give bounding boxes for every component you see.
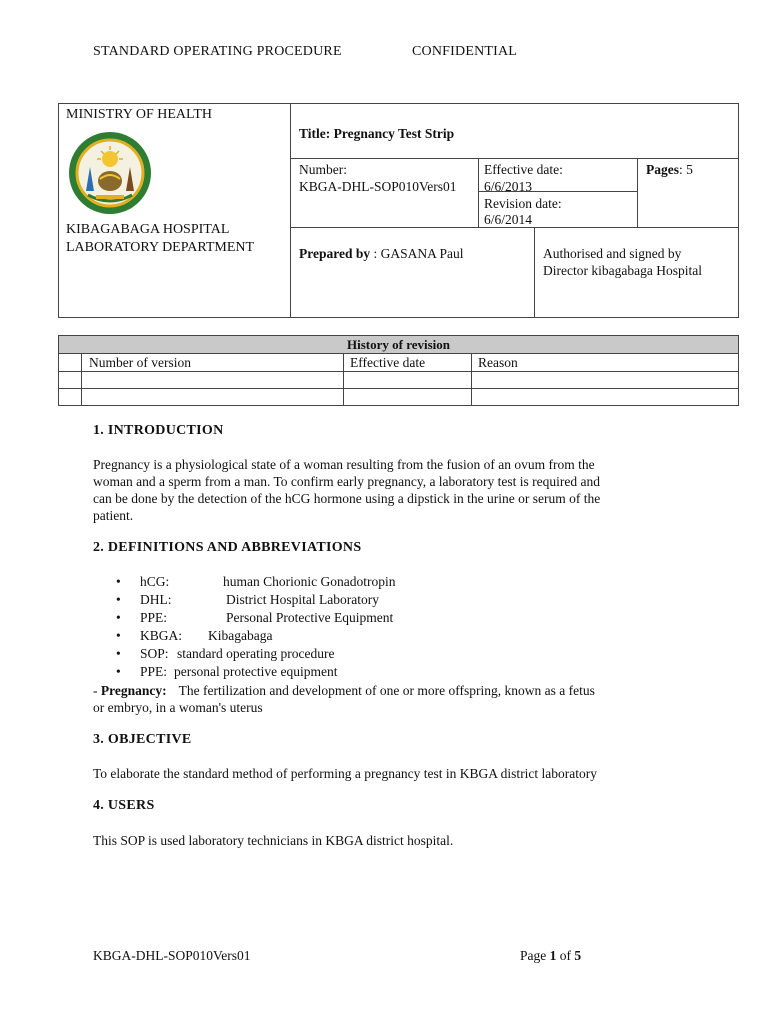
ministry-name: MINISTRY OF HEALTH: [66, 107, 212, 122]
doc-header-right: CONFIDENTIAL: [412, 44, 518, 59]
effective-date-label: Effective date:: [484, 162, 563, 177]
bullet-icon: •: [116, 628, 121, 643]
department-name: LABORATORY DEPARTMENT: [66, 240, 255, 255]
prepared-by: [299, 245, 464, 262]
col-header-effective-date: Effective date: [350, 355, 426, 370]
definition-item: • PPE: Personal Protective Equipment: [116, 610, 394, 625]
bullet-icon: •: [116, 646, 121, 661]
users-heading: 4. USERS: [93, 798, 155, 813]
intro-line: patient.: [93, 508, 134, 523]
pages-label: Pages: [646, 162, 679, 177]
number-label: Number:: [299, 162, 347, 177]
bullet-icon: •: [116, 592, 121, 607]
bullet-icon: •: [116, 610, 121, 625]
revision-table-title: History of revision: [59, 336, 738, 353]
authorised-line2: Director kibagabaga Hospital: [543, 263, 702, 278]
col-header-version: Number of version: [89, 355, 191, 370]
authorised-line1: Authorised and signed by: [543, 246, 682, 261]
definitions-list: [116, 573, 636, 681]
pages-value: : 5: [679, 162, 693, 177]
definition-item: • DHL: District Hospital Laboratory: [116, 592, 379, 607]
pregnancy-definition-line: - Pregnancy: The fertilization and development of one or more offspring, known as a fetus: [93, 683, 595, 698]
sop-title: Title: Pregnancy Test Strip: [299, 126, 455, 141]
bullet-icon: •: [116, 664, 121, 679]
revision-date-value: 6/6/2014: [484, 212, 533, 227]
intro-line: can be done by the detection of the hCG hormone using a dipstick in the urine or serum of the: [93, 491, 601, 506]
definition-item: • hCG: human Chorionic Gonadotropin: [116, 574, 396, 589]
definitions-heading: 2. DEFINITIONS AND ABBREVIATIONS: [93, 540, 362, 555]
rwanda-emblem: [66, 129, 154, 217]
definition-item: • SOP: standard operating procedure: [116, 646, 335, 661]
intro-line: woman and a sperm from a man. To confirm early pregnancy, a laboratory test is required and: [93, 474, 601, 489]
sop-info-table: [58, 103, 739, 318]
footer-doc-id: KBGA-DHL-SOP010Vers01: [93, 948, 251, 963]
hospital-name: KIBAGABAGA HOSPITAL: [66, 222, 230, 237]
col-header-reason: Reason: [478, 355, 518, 370]
pregnancy-definition-line: or embryo, in a woman's uterus: [93, 700, 263, 715]
bullet-icon: •: [116, 574, 121, 589]
revision-date-label: Revision date:: [484, 196, 562, 211]
pages-field: [646, 161, 693, 178]
prepared-label: Prepared by: [299, 246, 371, 261]
objective-text: To elaborate the standard method of performing a pregnancy test in KBGA district laboratory: [93, 766, 598, 781]
effective-date-value: 6/6/2013: [484, 179, 533, 194]
pregnancy-definition: [93, 682, 595, 716]
intro-line: Pregnancy is a physiological state of a woman resulting from the fusion of an ovum from the: [93, 457, 595, 472]
intro-paragraph: [93, 456, 600, 524]
number-value: KBGA-DHL-SOP010Vers01: [299, 179, 457, 194]
revision-history-table: [58, 335, 739, 406]
definition-item: • KBGA: Kibagabaga: [116, 628, 273, 643]
doc-header-left: STANDARD OPERATING PROCEDURE: [93, 44, 342, 59]
pregnancy-term: Pregnancy:: [100, 683, 167, 698]
intro-heading: 1. INTRODUCTION: [93, 423, 224, 438]
prepared-value: : GASANA Paul: [370, 246, 464, 261]
objective-heading: 3. OBJECTIVE: [93, 732, 192, 747]
footer-page-number: Page 1 of 5: [520, 948, 582, 963]
definition-item: • PPE: personal protective equipment: [116, 664, 338, 679]
users-text: This SOP is used laboratory technicians in KBGA district hospital.: [93, 833, 454, 848]
